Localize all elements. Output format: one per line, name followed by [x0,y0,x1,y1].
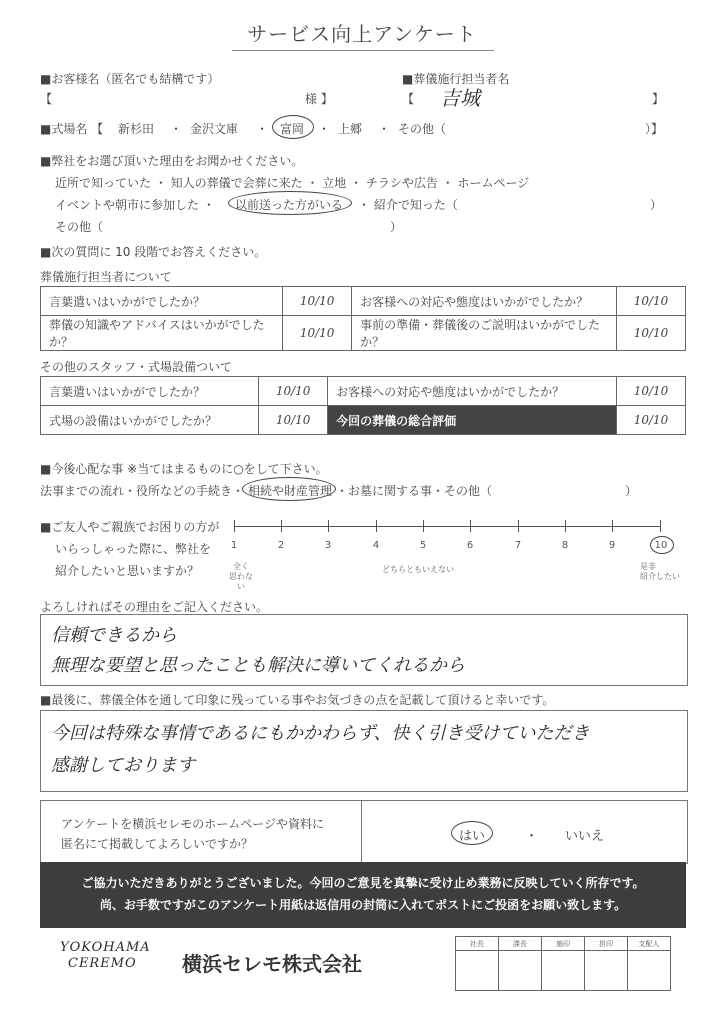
scale-tick [518,520,519,532]
stamp-cell [585,951,628,991]
scale-tick [565,520,566,532]
rating-question: 言葉遣いはいかがでしたか？ [41,377,259,406]
venue-opt-2: 金沢文庫 [190,122,239,136]
scale-label-selected: 10 [654,540,668,551]
scale-label: 9 [608,540,616,551]
table-row [41,406,686,435]
scale-label: 4 [372,540,380,551]
rating-question: 葬儀の知識やアドバイスはいかがでしたか？ [41,316,283,351]
rating-question: 事前の準備・葬儀後のご説明はいかがでしたか？ [352,316,617,351]
rating-question: 言葉遣いはいかがでしたか？ [41,287,283,316]
scale-tick [660,520,661,532]
concern-label: ■今後心配な事 ※当てはまるものに○をして下さい。 [40,462,328,476]
reason-line2-selected: 以前送った方がいる [235,198,344,212]
overall-rating-score: 10/10 [617,406,686,435]
reason-handwritten-line1: 信頼できるから [51,625,177,646]
stamp-header: 施印 [542,937,585,951]
staff-name-label: ■葬儀施行担当者名 [402,72,510,86]
scale-low-b: 思わない [229,572,253,591]
scale-low-a: 全く [233,562,249,571]
reason-line1: 近所で知っていた ・ 知人の葬儀で会葬に来た ・ 立地 ・ チラシや広告 ・ ホームページ [55,176,530,190]
scale-label: 8 [561,540,569,551]
staff-name-handwritten: 吉城 [440,86,480,110]
publish-divider [361,801,362,863]
concern-line-b: ・お墓に関する事・その他（ [336,484,493,498]
customer-name-label: ■お客様名（匿名でも結構です） [40,72,220,86]
rating-score: 10/10 [283,287,352,316]
recommend-q-line2: いらっしゃった際に、弊社を [55,542,212,556]
scale-high-b: 紹介したい [640,572,680,581]
stamp-cell [499,951,542,991]
scale-label: 6 [466,540,474,551]
concern-line-close: ） [625,484,638,498]
stamp-header: 支配人 [628,937,671,951]
impression-box [40,710,688,792]
thank-you-line1: ご協力いただきありがとうございました。今回のご意見を真摯に受け止め業務に反映していく所存です。 [81,876,645,890]
reason-line3-close: ） [390,220,403,234]
reason-line2-b: ・ 紹介で知った（ [358,198,458,212]
stamp-header: 課長 [499,937,542,951]
venue-opt-6: 上郷 [338,122,363,136]
recommend-q-line3: 紹介したいと思いますか？ [55,564,200,578]
reason-text-box [40,614,688,686]
staff-bracket-open: 【 [402,92,415,106]
venue-sep-1: ・ [256,122,269,136]
reason-line2-close: ） [650,198,663,212]
rating-question: お客様への対応や態度はいかがでしたか？ [328,377,617,406]
scale-tick [281,520,282,532]
impression-label: ■最後に、葬儀全体を通して印象に残っている事やお気づきの点を記載して頂けると幸いです。 [40,693,555,707]
thank-you-band [40,862,686,928]
scale-label: 5 [419,540,427,551]
publish-dot: ・ [525,829,539,844]
concern-line-selected: 相続や財産管理 [248,484,333,498]
reason-label: ■弊社をお選び頂いた理由をお聞かせください。 [40,154,304,168]
company-name: 横浜セレモ株式会社 [182,952,362,976]
stamp-cell [456,951,499,991]
venue-opt-4: 富岡 [280,122,305,136]
reason-text-label: よろしければその理由をご記入ください。 [40,600,269,614]
publish-question-line2: 匿名にて掲載してよろしいですか？ [61,837,254,851]
concern-line-a: 法事までの流れ・役所などの手続き・ [40,484,245,498]
rating-score: 10/10 [617,316,686,351]
rating-question: 式場の設備はいかがでしたか？ [41,406,259,435]
staff-rating-table [40,286,686,351]
staff-section-heading: 葬儀施行担当者について [40,270,172,284]
publish-consent-box [40,800,688,864]
rating-score: 10/10 [283,316,352,351]
scale-low-caption [226,562,256,592]
rating-score: 10/10 [617,377,686,406]
company-logo [60,940,172,980]
page-title: サービス向上アンケート [247,22,477,46]
scale-tick [612,520,613,532]
stamp-cell [542,951,585,991]
scale-line [234,526,660,527]
rating-score: 10/10 [259,406,328,435]
venue-opt-0: 新杉田 [118,122,155,136]
scale-label: 3 [324,540,332,551]
stamp-header: 担印 [585,937,628,951]
reason-line2-a: イベントや朝市に参加した ・ [55,198,215,212]
venue-opt-8: その他（ [398,122,447,136]
reason-handwritten-line2: 無理な要望と思ったことも解決に導いてくれるから [51,655,465,676]
title-underline [232,50,494,51]
table-row [41,316,686,351]
customer-suffix: 様 】 [305,92,333,106]
scale-high-caption [640,562,680,582]
venue-sep-0: ・ [170,122,183,136]
scale-label: 7 [514,540,522,551]
logo-line-a: YOKOHAMA [60,940,151,955]
venue-label: ■式場名 【 [40,122,104,136]
rating-instructions: ■次の質問に 10 段階でお答えください。 [40,245,267,259]
publish-question-line1: アンケートを横浜セレモのホームページや資料に [61,817,325,831]
approval-stamp-table [455,936,671,991]
impression-handwritten-line1: 今回は特殊な事情であるにもかかわらず、快く引き受けていただき [51,723,590,744]
stamp-cell [628,951,671,991]
overall-rating-label: 今回の葬儀の総合評価 [328,406,617,435]
rating-score: 10/10 [617,287,686,316]
venue-sep-2: ・ [318,122,331,136]
impression-handwritten-line2: 感謝しております [51,755,195,776]
other-section-heading: その他のスタッフ・式場設備ついて [40,360,233,374]
customer-bracket-open: 【 [40,92,53,106]
other-rating-table [40,376,686,435]
publish-no: いいえ [565,829,605,844]
scale-high-a: 是非 [640,562,656,571]
scale-tick [376,520,377,532]
logo-line-b: CEREMO [68,956,137,971]
scale-label: 2 [277,540,285,551]
scale-label: 1 [230,540,238,551]
publish-yes: はい [459,829,486,844]
scale-tick [328,520,329,532]
rating-score: 10/10 [259,377,328,406]
reason-line3: その他（ [55,220,104,234]
venue-close: ）】 [645,122,664,136]
rating-question: お客様への対応や態度はいかがでしたか？ [352,287,617,316]
table-row [41,377,686,406]
venue-sep-3: ・ [378,122,391,136]
table-row [41,287,686,316]
stamp-header: 社長 [456,937,499,951]
staff-bracket-close: 】 [652,92,665,106]
scale-mid-caption: どちらともいえない [382,565,454,574]
scale-tick [234,520,235,532]
scale-tick [423,520,424,532]
thank-you-line2: 尚、お手数ですがこのアンケート用紙は返信用の封筒に入れてポストにご投函をお願い致します。 [99,898,627,912]
scale-tick [470,520,471,532]
recommend-q-line1: ■ご友人やご親族でお困りの方が [40,520,220,534]
